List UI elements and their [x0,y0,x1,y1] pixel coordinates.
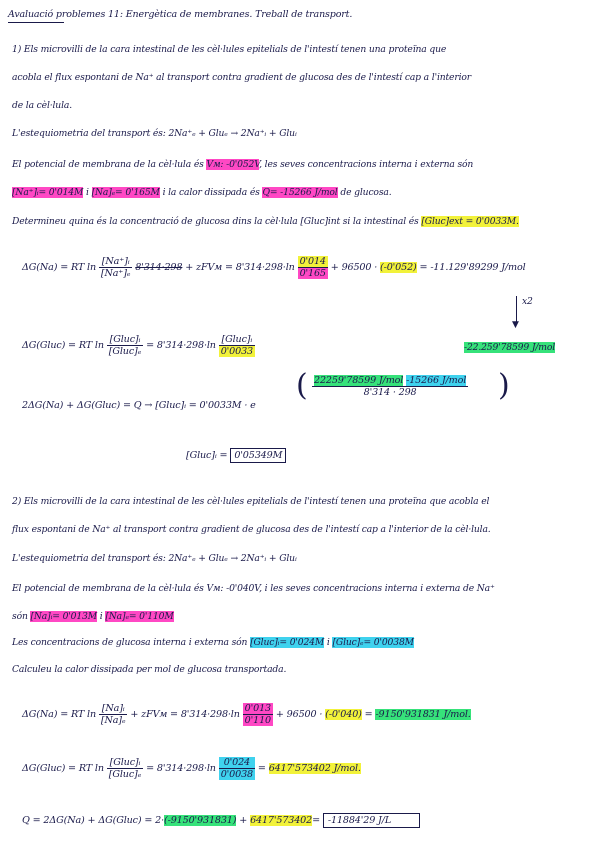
eq4-plus: + 96500 · [275,709,323,720]
eq1-plus: + 96500 · [330,262,378,273]
eq4-eq: = [364,709,373,720]
eq6-eq: = [312,815,320,826]
eq1-num-2: 0'014 [299,256,326,267]
p1-line-1: 1) Els microvilli de la cara intestinal de les cèl·lules epitelials de l'intestí tenen una proteïna que [12,44,447,55]
p1-heat-value: Q= -15266 J/mol [262,187,338,198]
eq4-num-2: 0'013 [244,703,271,714]
p2-gluc-line [12,637,414,648]
eq1-mid: + zFVм = 8'314·298·ln [185,262,295,273]
eq4-vm: (-0'040) [325,709,362,720]
eq4-result: -9150'931831 J/mol. [375,709,471,720]
eq4-delta-g-na [22,703,471,726]
eq2-lhs: ΔG(Gluc) = RT ln [22,340,104,351]
eq5-mid: = 8'314·298·ln [146,763,216,774]
p1-vm-value: Vм: -0'052V [206,159,260,170]
eq1-lhs: ΔG(Na) = RT ln [22,262,96,273]
eq5-result: 6417'573402 J/mol. [268,763,361,774]
eq3-close-paren: ) [498,368,510,403]
eq5-fraction-2 [219,757,255,780]
p1-determine-text: Determineu quina és la concentració de glucosa dins la cèl·lula [Gluc]int si la intestinal és [12,216,422,227]
eq4-num: [Na]ᵢ [99,703,128,715]
p1-concentrations-line [12,187,391,198]
eq3-energy-2: -15266 J/mol [406,375,467,386]
p1-and: i [83,187,92,198]
answer-1-value: 0'05349M [230,448,286,463]
page-title: Avaluació problemes 11: Energètica de membranes. Treball de transport. [8,9,353,20]
p2-calc-line: Calculeu la calor dissipada per mol de glucosa transportada. [12,664,287,675]
eq4-fraction [99,703,128,726]
eq6-term-a: (-9150'931831) [164,815,237,826]
p2-na-line [12,611,174,622]
p1-heat-text-b: de glucosa. [337,187,392,198]
eq4-den-2: 0'110 [244,715,271,726]
eq1-den: [Na⁺]ₑ [100,268,131,279]
eq2-result-value: -22.259'78599 J/mol [464,342,556,353]
multiply-label: x2 [522,296,533,307]
p2-line-1: 2) Els microvilli de la cara intestinal de les cèl·lules epitelials de l'intestí tenen una proteïna que acobla el [12,496,490,507]
eq2-num-2: [Gluc]ᵢ [219,334,255,346]
p1-stoichiometry: L'estequiometria del transport és: 2Na⁺ₑ + Gluₑ → 2Na⁺ᵢ + Gluᵢ [12,128,297,139]
eq3-open-paren: ( [296,368,308,403]
eq4-mid: + zFVм = 8'314·298·ln [130,709,240,720]
eq5-eq: = [257,763,266,774]
p2-line-2: flux espontani de Na⁺ al transport contra gradient de glucosa des de l'intestí cap a l'interior de la cèl·lula. [12,524,491,535]
eq3-gluc: [Gluc]ᵢ = 0'0033M · e [155,400,256,411]
eq6-result: -11884'29 J/L [323,813,420,828]
eq5-den: [Gluc]ₑ [108,769,142,780]
eq2-mid: = 8'314·298·ln [146,340,216,351]
eq4-fraction-2 [243,703,273,726]
p1-na-internal: [Na⁺]ᵢ= 0'014M [12,187,84,198]
p2-and-2: i [324,637,333,648]
answer-1 [186,450,286,461]
eq3-balance [22,400,256,411]
eq1-result: = -11.129'89299 J/mol [419,262,526,273]
eq5-delta-g-gluc [22,757,361,780]
eq6-plus: + [239,815,248,826]
eq4-den: [Na]ₑ [100,715,126,726]
p1-pot-text-b: , les seves concentracions interna i externa són [259,159,474,170]
p1-potential-line [12,159,473,170]
p2-potential-line: El potencial de membrana de la cèl·lula és Vм: -0'040V, i les seves concentracions interna i externa de Na⁺ [12,583,495,594]
eq4-lhs: ΔG(Na) = RT ln [22,709,96,720]
eq2-delta-g-gluc [22,334,255,357]
eq3-energy-1: 22259'78599 J/mol [314,375,404,386]
eq5-num: [Gluc]ᵢ [107,757,143,769]
eq1-struck-term: 8'314·298 [135,262,183,273]
eq2-num: [Gluc]ᵢ [107,334,143,346]
eq5-lhs: ΔG(Gluc) = RT ln [22,763,104,774]
eq5-fraction [107,757,143,780]
eq2-den-2: 0'0033 [220,346,253,357]
eq2-result [464,342,555,353]
eq3-exp-num [312,375,468,387]
p1-na-external: [Na]ₑ= 0'165M [91,187,160,198]
p1-gluc-external: [Gluc]ext = 0'0033M. [421,216,519,227]
title-underline [8,22,64,23]
eq6-term-b: 6417'573402 [250,815,313,826]
p2-gluc-internal: [Gluc]ᵢ= 0'024M [250,637,325,648]
answer-1-lhs: [Gluc]ᵢ = [186,450,228,461]
eq1-den-2: 0'165 [299,268,326,279]
eq6-lhs: Q = 2ΔG(Na) + ΔG(Gluc) = 2· [22,815,165,826]
p2-na-external: [Na]ₑ= 0'110M [105,611,174,622]
p1-determine-line [12,216,519,227]
eq3-lhs: 2ΔG(Na) + ΔG(Gluc) = Q → [22,400,153,411]
p1-heat-text-a: i la calor dissipada és [159,187,263,198]
arrow-down-icon: ▼ [512,320,519,330]
eq5-num-2: 0'024 [219,757,255,769]
eq2-den: [Gluc]ₑ [108,346,142,357]
p2-son: són [12,611,31,622]
eq3-exponent [312,375,468,398]
eq5-den-2: 0'0038 [220,769,253,780]
eq1-vm: (-0'052) [380,262,417,273]
p1-line-3: de la cèl·lula. [12,100,72,111]
p2-gluc-external: [Gluc]ₑ= 0'0038M [332,637,414,648]
p2-na-internal: [Na]ᵢ= 0'013M [30,611,98,622]
eq3-exp-den: 8'314 · 298 [363,387,417,398]
p2-and: i [97,611,106,622]
eq2-fraction [107,334,143,357]
eq2-fraction-2 [219,334,255,357]
p1-line-2: acobla el flux espontani de Na⁺ al transport contra gradient de glucosa des de l'intestí cap a l'interior [12,72,471,83]
eq1-fraction [99,256,132,279]
p2-stoichiometry: L'estequiometria del transport és: 2Na⁺ₑ + Gluₑ → 2Na⁺ᵢ + Gluᵢ [12,553,297,564]
eq1-delta-g-na [22,256,526,279]
eq6-heat [22,815,420,826]
eq3-exp-fraction [312,375,468,398]
p2-conc-text: Les concentracions de glucosa interna i externa són [12,637,251,648]
p1-pot-text-a: El potencial de membrana de la cèl·lula és [12,159,204,170]
eq1-num: [Na⁺]ᵢ [99,256,132,268]
eq1-fraction-2 [298,256,328,279]
